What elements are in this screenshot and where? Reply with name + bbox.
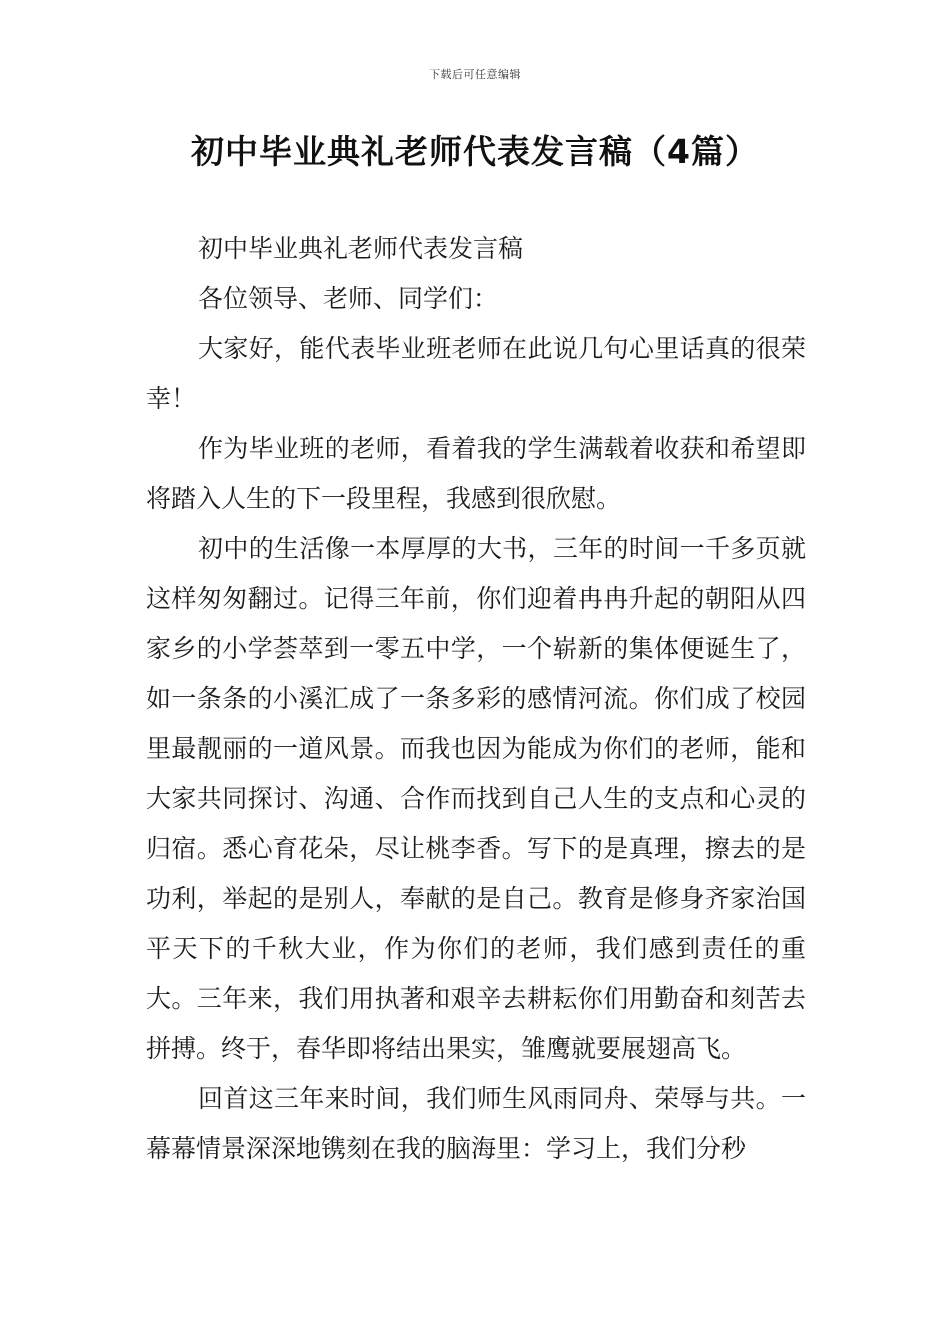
- paragraph-subtitle: 初中毕业典礼老师代表发言稿: [198, 234, 524, 263]
- paragraph-salutation: 各位领导、老师、同学们：: [198, 284, 499, 313]
- paragraph: 回首这三年来时间，我们师生风雨同舟、荣辱与共。一幕幕情景深深地镌刻在我的脑海里：学习上，我们分秒: [146, 1084, 806, 1163]
- document-title: 初中毕业典礼老师代表发言稿（4篇）: [191, 132, 759, 171]
- header-note: 下载后可任意编辑: [429, 68, 521, 81]
- paragraph: 作为毕业班的老师，看着我的学生满载着收获和希望即将踏入人生的下一段里程，我感到很欣慰。: [146, 434, 806, 513]
- paragraph: 大家好，能代表毕业班老师在此说几句心里话真的很荣幸！: [146, 334, 806, 413]
- paragraph: 初中的生活像一本厚厚的大书，三年的时间一千多页就这样匆匆翻过。记得三年前，你们迎着冉冉升起的朝阳从四家乡的小学荟萃到一零五中学，一个崭新的集体便诞生了，如一条条的小溪汇成了一条多彩的感情河流。你们成了校园里最靓丽的一道风景。而我也因为能成为你们的老师，能和大家共同探讨、沟通、合作而找到自己人生的支点和心灵的归宿。悉心育花朵，尽让桃李香。写下的是真理，擦去的是功利，举起的是别人，奉献的是自己。教育是修身齐家治国平天下的千秋大业，作为你们的老师，我们感到责任的重大。三年来，我们用执著和艰辛去耕耘你们用勤奋和刻苦去拼搏。终于，春华即将结出果实，雏鹰就要展翅高飞。: [146, 534, 806, 1063]
- document-body: [146, 224, 806, 1174]
